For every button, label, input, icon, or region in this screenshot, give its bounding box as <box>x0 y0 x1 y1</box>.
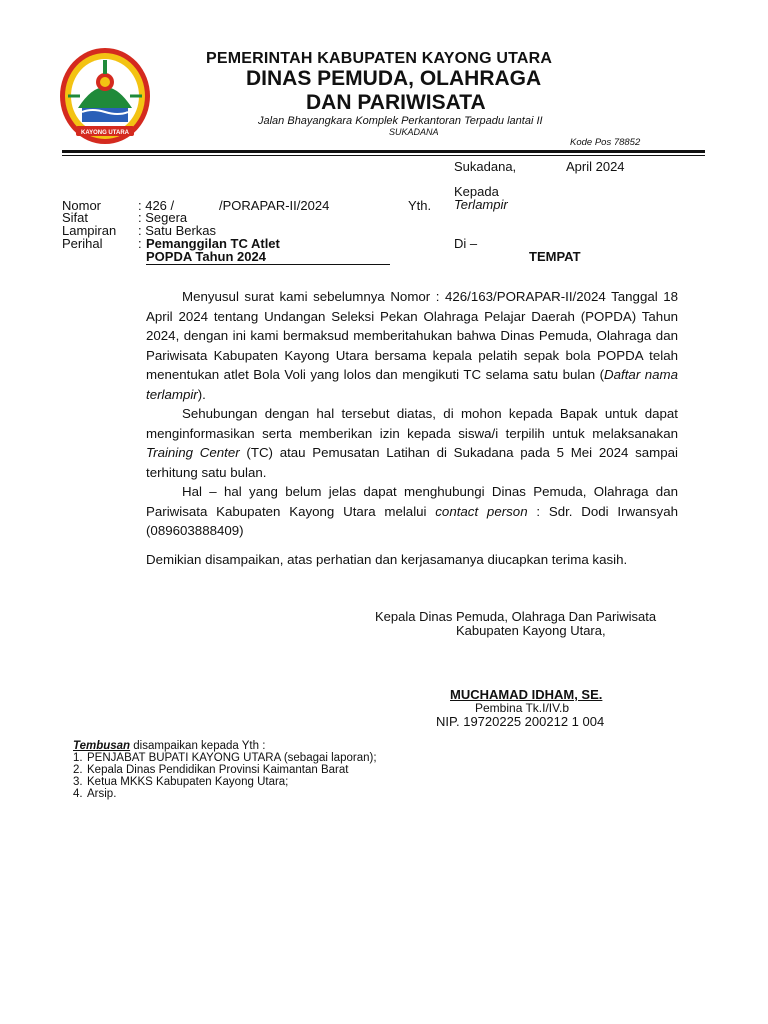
signature-title-line1: Kepala Dinas Pemuda, Olahraga Dan Pariwisata <box>375 609 657 624</box>
body-p2-text-b: (TC) atau Pemusatan Latihan di Sukadana pada 5 Mei 2024 sampai terhitung satu bulan. <box>146 445 678 480</box>
recipient-yth: Yth. <box>408 198 432 213</box>
date-value: April 2024 <box>566 159 625 174</box>
cc-item-text: Arsip. <box>87 788 117 800</box>
cc-item-text: PENJABAT BUPATI KAYONG UTARA (sebagai laporan); <box>87 752 377 764</box>
body-p1-end: ). <box>197 386 206 402</box>
body-p2-text-a: Sehubungan dengan hal tersebut diatas, di mohon kepada Bapak untuk dapat menginformasikan serta memberikan izin kepada siswa/i terpilih untuk melaksanakan <box>146 406 678 441</box>
signature-rank: Pembina Tk.I/IV.b <box>475 701 570 715</box>
body-closing: Demikian disampaikan, atas perhatian dan kerjasamanya diucapkan terima kasih. <box>146 552 628 567</box>
letterhead-department-line2: DAN PARIWISATA <box>306 91 486 114</box>
body-p3-text-a: Hal – hal yang belum jelas dapat menghubungi Dinas Pemuda, Olahraga dan Pariwisata Kabupaten Kayong Utara melalui <box>146 484 678 519</box>
cc-intro: disampaikan kepada Yth : <box>130 740 266 752</box>
body-paragraph-3 <box>146 482 678 541</box>
recipient-di: Di – <box>454 236 478 251</box>
meta-sifat-label: Sifat <box>62 210 89 225</box>
cc-item: 4. Arsip. <box>73 788 117 800</box>
meta-nomor-value: /PORAPAR-II/2024 <box>219 198 330 213</box>
body-p2-italic: Training Center <box>146 445 240 460</box>
letterhead-divider-thick <box>62 150 705 153</box>
cc-label: Tembusan <box>73 740 131 752</box>
letterhead-postal-code: Kode Pos 78852 <box>570 137 641 148</box>
cc-item-text: Kepala Dinas Pendidikan Provinsi Kaimantan Barat <box>87 764 349 776</box>
meta-perihal-label: Perihal <box>62 236 103 251</box>
meta-nomor-prefix: : 426 / <box>138 198 175 213</box>
meta-perihal-prefix: : <box>138 236 142 251</box>
letterhead-government: PEMERINTAH KABUPATEN KAYONG UTARA <box>206 50 553 67</box>
kayong-utara-emblem-icon <box>58 46 152 146</box>
letterhead-city: SUKADANA <box>389 127 439 137</box>
signature-title-line2: Kabupaten Kayong Utara, <box>456 623 606 638</box>
cc-heading <box>73 740 265 752</box>
body-p1-italic: Daftar nama terlampir <box>146 367 678 402</box>
signature-name: MUCHAMAD IDHAM, SE. <box>450 687 603 702</box>
recipient-terlampir: Terlampir <box>454 197 508 212</box>
meta-lampiran-value: : Satu Berkas <box>138 223 217 238</box>
recipient-tempat: TEMPAT <box>529 249 581 264</box>
body-paragraph-1 <box>146 287 678 404</box>
meta-nomor-label: Nomor <box>62 198 102 213</box>
letterhead-divider-thin <box>62 155 705 156</box>
meta-perihal-value-line1: Pemanggilan TC Atlet <box>146 236 280 251</box>
cc-item: 3. Ketua MKKS Kabupaten Kayong Utara; <box>73 776 289 788</box>
date-place: Sukadana, <box>454 159 517 174</box>
cc-item: 1. PENJABAT BUPATI KAYONG UTARA (sebagai laporan); <box>73 752 377 764</box>
cc-item-text: Ketua MKKS Kabupaten Kayong Utara; <box>87 776 289 788</box>
emblem-label: KAYONG UTARA <box>80 130 130 136</box>
cc-item: 2. Kepala Dinas Pendidikan Provinsi Kaimantan Barat <box>73 764 349 776</box>
meta-sifat-value: : Segera <box>138 210 188 225</box>
signature-nip: NIP. 19720225 200212 1 004 <box>436 714 605 729</box>
meta-lampiran-label: Lampiran <box>62 223 117 238</box>
meta-perihal-value-line2: POPDA Tahun 2024 <box>146 249 390 265</box>
recipient-kepada: Kepada <box>454 184 499 199</box>
body-paragraph-2 <box>146 404 678 482</box>
body-p3-italic: contact person <box>435 503 528 519</box>
letterhead-department-line1: DINAS PEMUDA, OLAHRAGA <box>246 67 542 90</box>
body-p1-text: Menyusul surat kami sebelumnya Nomor : 426/163/PORAPAR-II/2024 Tanggal 18 April 2024 tentang Undangan Seleksi Pekan Olahraga Pelajar Daerah (POPDA) Tahun 2024, dengan ini kami bermaksud memberitahukan bahwa Dinas Pemuda, Olahraga dan Pariwisata Kabupaten Kayong Utara bersama kepala pelatih sepak bola POPDA telah menentukan atlet Bola Voli yang lolos dan mengikuti TC selama satu bulan ( <box>146 289 678 382</box>
letter-body <box>146 287 678 541</box>
letterhead-address: Jalan Bhayangkara Komplek Perkantoran Terpadu lantai II <box>258 115 543 127</box>
body-p3-text-b: : Sdr. Dodi Irwansyah (089603888409) <box>146 503 678 538</box>
